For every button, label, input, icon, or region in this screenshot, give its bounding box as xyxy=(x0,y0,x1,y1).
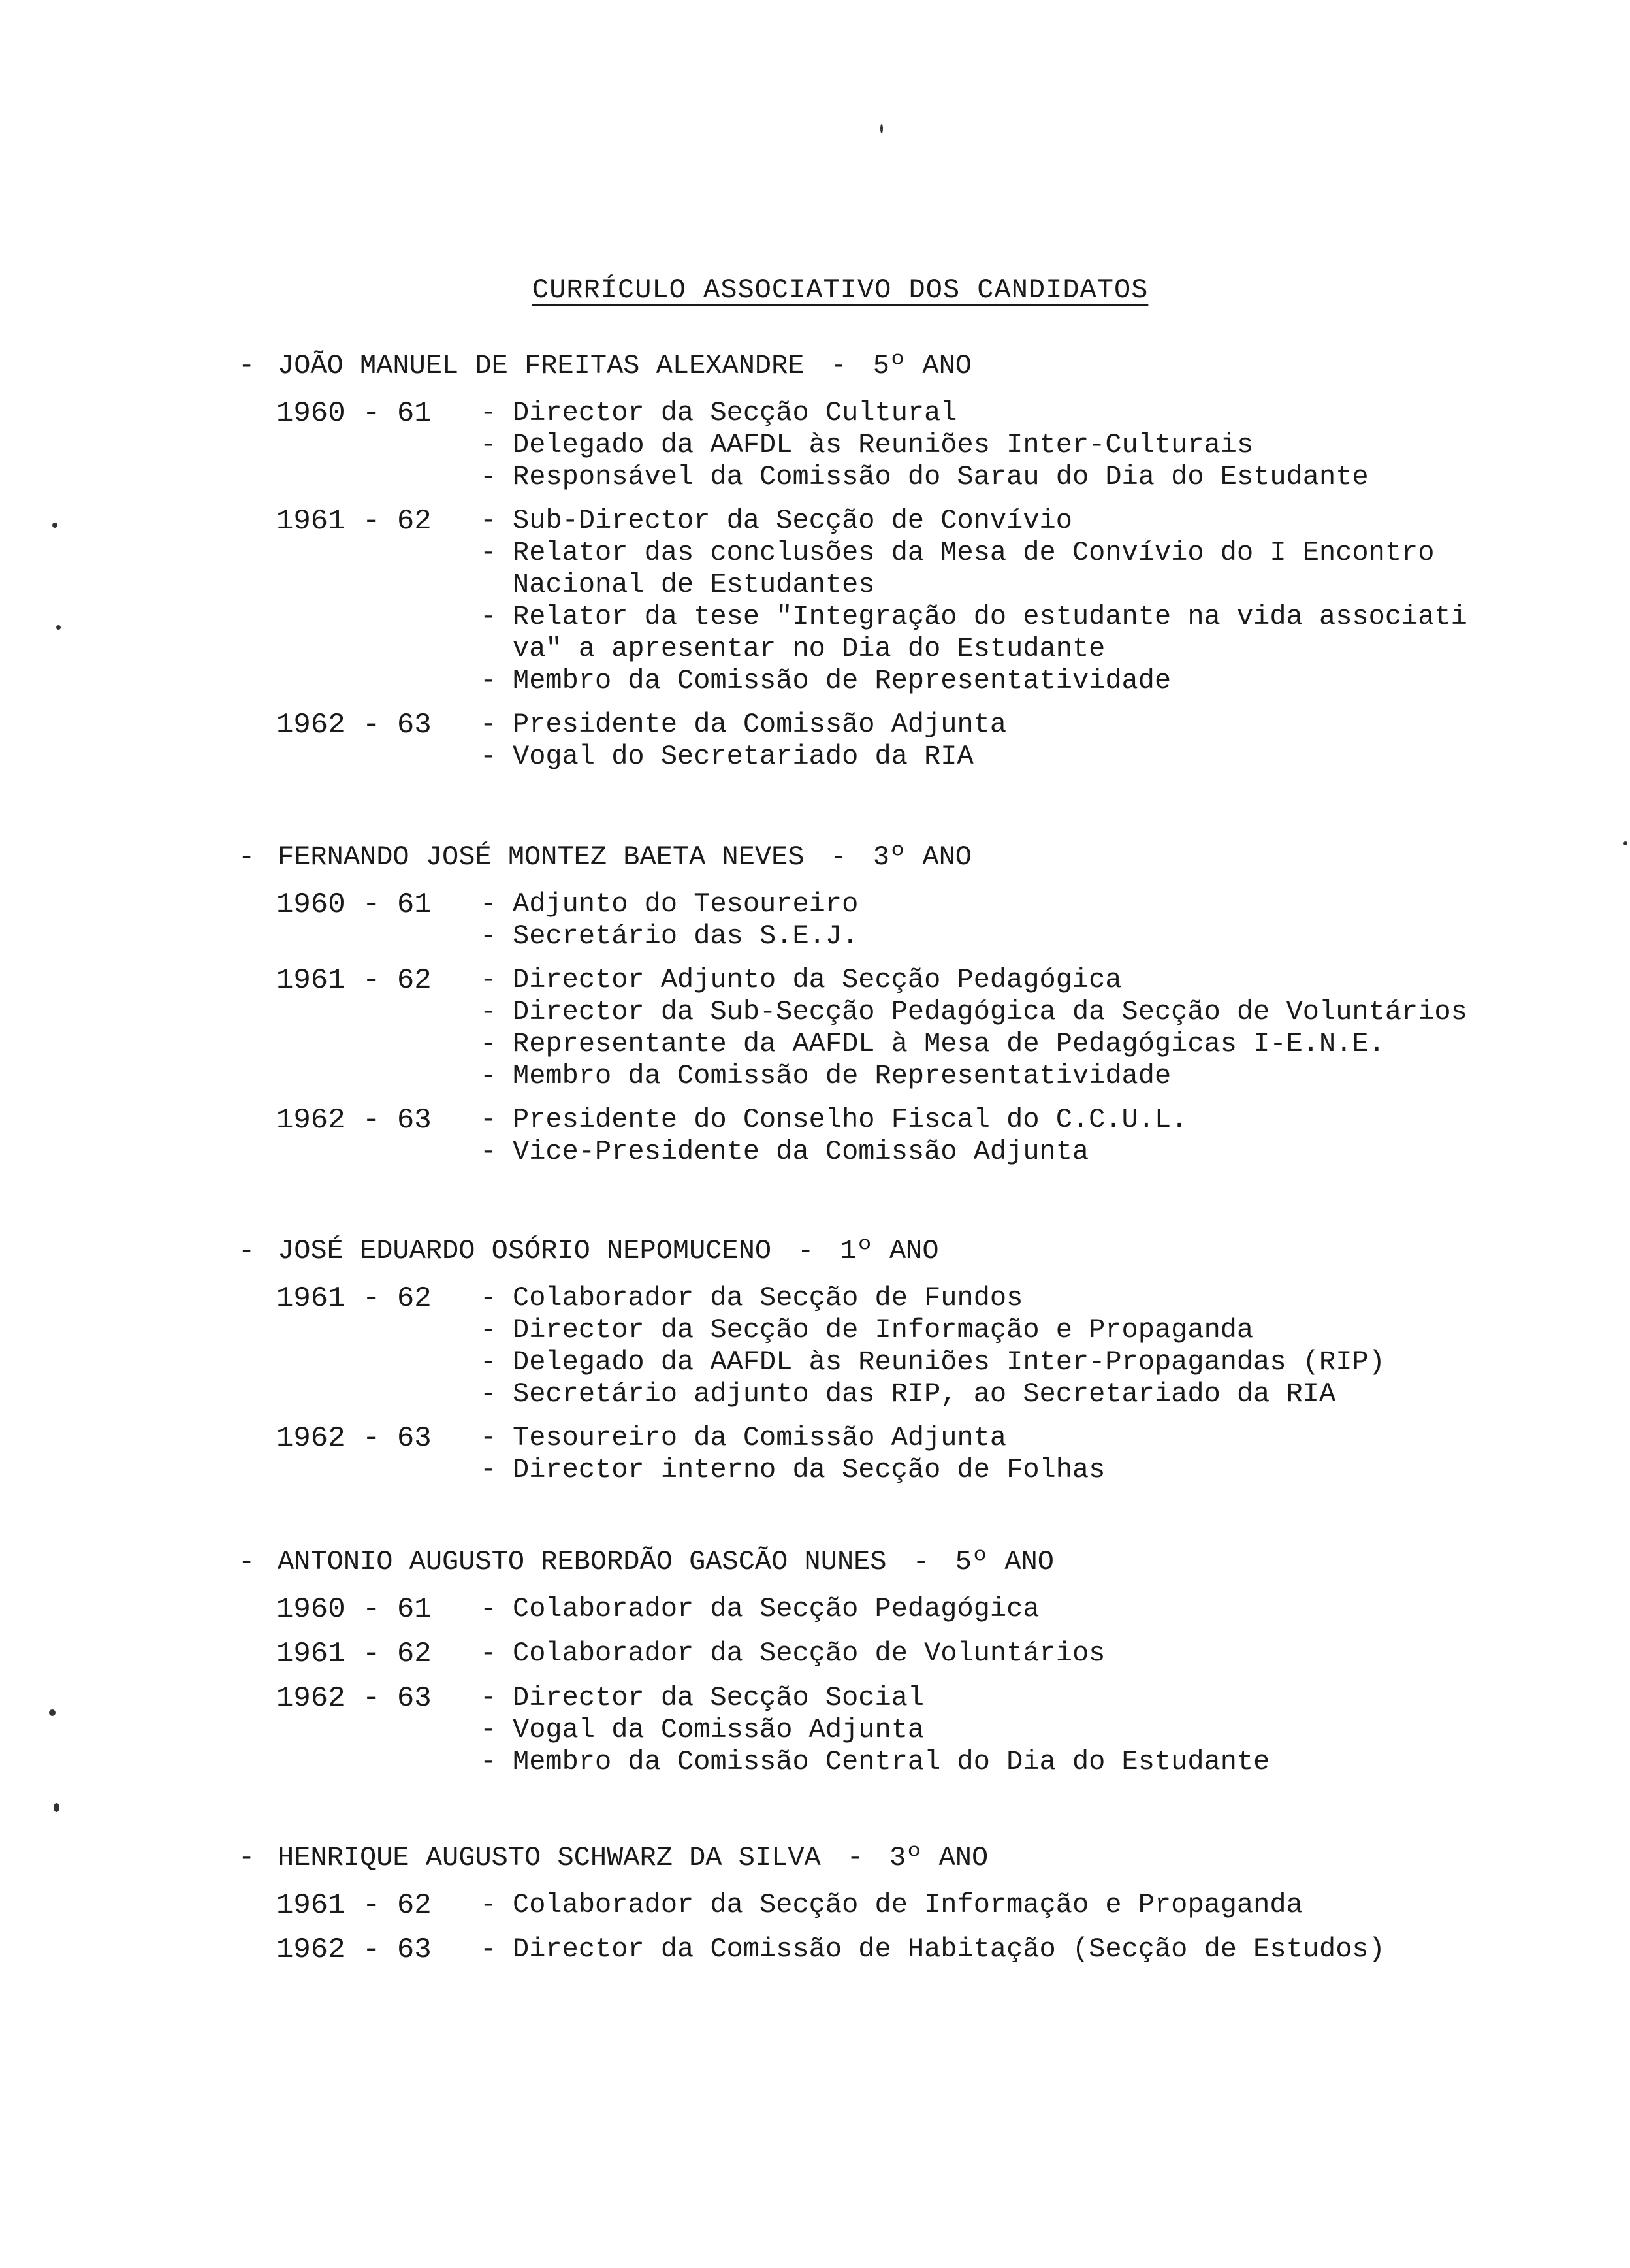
list-dash: - xyxy=(480,741,497,772)
role-text: Colaborador da Secção de Voluntários xyxy=(513,1638,1106,1669)
candidate-entry xyxy=(238,1542,1544,1778)
candidate-entry xyxy=(238,1231,1544,1486)
list-item xyxy=(480,1934,1544,1966)
list-dash: - xyxy=(480,1593,497,1625)
list-dash: - xyxy=(480,1104,497,1135)
mandate-period xyxy=(238,1282,1544,1410)
mandate-period xyxy=(238,505,1544,697)
candidate-name: FERNANDO JOSÉ MONTEZ BAETA NEVES xyxy=(278,841,805,873)
mandate-period xyxy=(238,1682,1544,1778)
mandate-period xyxy=(238,1638,1544,1670)
list-item xyxy=(480,665,1544,697)
list-dash: - xyxy=(480,429,497,461)
list-dash: - xyxy=(480,1714,497,1745)
candidate-name: JOSÉ EDUARDO OSÓRIO NEPOMUCENO xyxy=(278,1235,772,1267)
list-dash: - xyxy=(480,1314,497,1346)
list-item xyxy=(480,709,1544,741)
role-text: Membro da Comissão de Representatividade xyxy=(513,1060,1172,1092)
role-text: Director Adjunto da Secção Pedagógica xyxy=(513,964,1122,996)
candidate-entry xyxy=(238,1838,1544,1966)
role-text: Colaborador da Secção de Fundos xyxy=(513,1282,1023,1314)
scan-speck xyxy=(880,124,883,133)
period-years: 1960 - 61 xyxy=(276,1593,432,1626)
separator-dash: - xyxy=(830,841,847,873)
list-dash: - xyxy=(238,1842,255,1873)
role-text: Secretário adjunto das RIP, ao Secretariado da RIA xyxy=(513,1378,1336,1410)
candidate-heading xyxy=(238,1231,1544,1271)
list-dash: - xyxy=(480,709,497,740)
list-item xyxy=(480,920,1544,952)
list-item xyxy=(480,741,1544,773)
list-item xyxy=(480,505,1544,537)
period-years: 1960 - 61 xyxy=(276,397,432,430)
mandate-period xyxy=(238,964,1544,1092)
role-text: Colaborador da Secção de Informação e Propaganda xyxy=(513,1889,1303,1920)
page-title: CURRÍCULO ASSOCIATIVO DOS CANDIDATOS xyxy=(532,274,1149,306)
list-item xyxy=(480,888,1544,920)
list-item xyxy=(480,1314,1544,1346)
list-dash: - xyxy=(480,964,497,996)
list-item xyxy=(480,964,1544,996)
mandate-period xyxy=(238,397,1544,493)
separator-dash: - xyxy=(830,350,847,381)
list-dash: - xyxy=(480,1934,497,1965)
scan-speck xyxy=(1623,841,1627,845)
role-text: Delegado da AAFDL às Reuniões Inter-Propagandas (RIP) xyxy=(513,1346,1385,1378)
list-item xyxy=(480,461,1544,493)
role-text: Vogal do Secretariado da RIA xyxy=(513,741,974,772)
list-dash: - xyxy=(480,1889,497,1920)
list-dash: - xyxy=(480,601,497,632)
candidate-heading xyxy=(238,837,1544,877)
period-years: 1962 - 63 xyxy=(276,1104,432,1137)
scan-speck xyxy=(56,625,61,630)
candidate-name: ANTONIO AUGUSTO REBORDÃO GASCÃO NUNES xyxy=(278,1546,887,1578)
list-dash: - xyxy=(238,1235,255,1267)
role-text: Relator das conclusões da Mesa de Convívio do I Encontro Nacional de Estudantes xyxy=(513,537,1435,600)
list-dash: - xyxy=(480,1454,497,1485)
list-item xyxy=(480,601,1544,665)
mandate-period xyxy=(238,1889,1544,1922)
period-years: 1961 - 62 xyxy=(276,1282,432,1315)
period-years: 1961 - 62 xyxy=(276,1889,432,1922)
list-item xyxy=(480,1104,1544,1136)
period-years: 1962 - 63 xyxy=(276,1682,432,1715)
list-item xyxy=(480,1454,1544,1486)
candidate-year: 5º ANO xyxy=(872,350,972,381)
candidate-heading xyxy=(238,1542,1544,1581)
role-text: Tesoureiro da Comissão Adjunta xyxy=(513,1422,1007,1453)
list-item xyxy=(480,1746,1544,1778)
role-text: Director interno da Secção de Folhas xyxy=(513,1454,1106,1485)
period-years: 1961 - 62 xyxy=(276,505,432,538)
list-dash: - xyxy=(480,1638,497,1669)
period-years: 1961 - 62 xyxy=(276,1638,432,1670)
list-item xyxy=(480,996,1544,1028)
list-dash: - xyxy=(480,920,497,952)
role-text: Presidente da Comissão Adjunta xyxy=(513,709,1007,740)
list-dash: - xyxy=(480,461,497,493)
list-item xyxy=(480,1422,1544,1454)
mandate-period xyxy=(238,888,1544,952)
list-dash: - xyxy=(480,1378,497,1410)
list-item xyxy=(480,1638,1544,1670)
role-text: Director da Secção Cultural xyxy=(513,397,957,429)
list-dash: - xyxy=(480,1682,497,1713)
list-item xyxy=(480,1714,1544,1746)
mandate-period xyxy=(238,1422,1544,1486)
role-text: Vogal da Comissão Adjunta xyxy=(513,1714,925,1745)
scan-speck xyxy=(54,1803,59,1812)
list-dash: - xyxy=(480,1136,497,1167)
list-item xyxy=(480,1682,1544,1714)
list-item xyxy=(480,397,1544,429)
role-text: Adjunto do Tesoureiro xyxy=(513,888,859,920)
candidate-name: HENRIQUE AUGUSTO SCHWARZ DA SILVA xyxy=(278,1842,821,1873)
candidate-entry xyxy=(238,346,1544,773)
list-dash: - xyxy=(480,1746,497,1777)
period-years: 1960 - 61 xyxy=(276,888,432,921)
role-text: Responsável da Comissão do Sarau do Dia do Estudante xyxy=(513,461,1369,493)
candidate-year: 5º ANO xyxy=(955,1546,1055,1578)
list-dash: - xyxy=(480,505,497,536)
list-item xyxy=(480,1889,1544,1921)
list-item xyxy=(480,1136,1544,1168)
role-text: Representante da AAFDL à Mesa de Pedagógicas I-E.N.E. xyxy=(513,1028,1385,1060)
list-dash: - xyxy=(238,350,255,381)
candidate-name: JOÃO MANUEL DE FREITAS ALEXANDRE xyxy=(278,350,805,381)
role-text: Secretário das S.E.J. xyxy=(513,920,859,952)
period-years: 1962 - 63 xyxy=(276,1934,432,1966)
candidate-heading xyxy=(238,346,1544,385)
mandate-period xyxy=(238,1593,1544,1626)
list-item xyxy=(480,1028,1544,1060)
role-text: Sub-Director da Secção de Convívio xyxy=(513,505,1072,536)
scan-speck xyxy=(52,523,57,528)
role-text: Colaborador da Secção Pedagógica xyxy=(513,1593,1040,1625)
scan-speck xyxy=(49,1709,56,1716)
role-text: Relator da tese "Integração do estudante na vida associati va" a apresentar no Dia do Estudante xyxy=(513,601,1467,664)
period-years: 1962 - 63 xyxy=(276,709,432,741)
mandate-period xyxy=(238,1934,1544,1966)
list-item xyxy=(480,537,1544,601)
list-dash: - xyxy=(238,1546,255,1578)
separator-dash: - xyxy=(797,1235,814,1267)
candidate-year: 3º ANO xyxy=(889,1842,989,1873)
separator-dash: - xyxy=(912,1546,929,1578)
list-dash: - xyxy=(480,1282,497,1314)
list-dash: - xyxy=(480,537,497,568)
list-dash: - xyxy=(480,996,497,1028)
role-text: Membro da Comissão de Representatividade xyxy=(513,665,1172,696)
candidate-entry xyxy=(238,837,1544,1168)
list-dash: - xyxy=(238,841,255,873)
period-years: 1961 - 62 xyxy=(276,964,432,997)
list-item xyxy=(480,1378,1544,1410)
period-years: 1962 - 63 xyxy=(276,1422,432,1455)
list-item xyxy=(480,1060,1544,1092)
list-item xyxy=(480,429,1544,461)
list-dash: - xyxy=(480,888,497,920)
separator-dash: - xyxy=(846,1842,863,1873)
role-text: Membro da Comissão Central do Dia do Estudante xyxy=(513,1746,1270,1777)
candidate-heading xyxy=(238,1838,1544,1877)
list-dash: - xyxy=(480,1060,497,1092)
list-dash: - xyxy=(480,665,497,696)
list-item xyxy=(480,1346,1544,1378)
candidate-year: 3º ANO xyxy=(872,841,972,873)
list-item xyxy=(480,1593,1544,1625)
role-text: Delegado da AAFDL às Reuniões Inter-Culturais xyxy=(513,429,1254,461)
candidate-year: 1º ANO xyxy=(840,1235,939,1267)
role-text: Director da Secção de Informação e Propaganda xyxy=(513,1314,1254,1346)
role-text: Director da Comissão de Habitação (Secção de Estudos) xyxy=(513,1934,1385,1965)
role-text: Director da Sub-Secção Pedagógica da Secção de Voluntários xyxy=(513,996,1467,1028)
role-text: Presidente do Conselho Fiscal do C.C.U.L. xyxy=(513,1104,1188,1135)
role-text: Vice-Presidente da Comissão Adjunta xyxy=(513,1136,1089,1167)
list-dash: - xyxy=(480,1422,497,1453)
role-text: Director da Secção Social xyxy=(513,1682,925,1713)
list-dash: - xyxy=(480,1028,497,1060)
mandate-period xyxy=(238,709,1544,773)
list-dash: - xyxy=(480,1346,497,1378)
list-item xyxy=(480,1282,1544,1314)
mandate-period xyxy=(238,1104,1544,1168)
list-dash: - xyxy=(480,397,497,429)
